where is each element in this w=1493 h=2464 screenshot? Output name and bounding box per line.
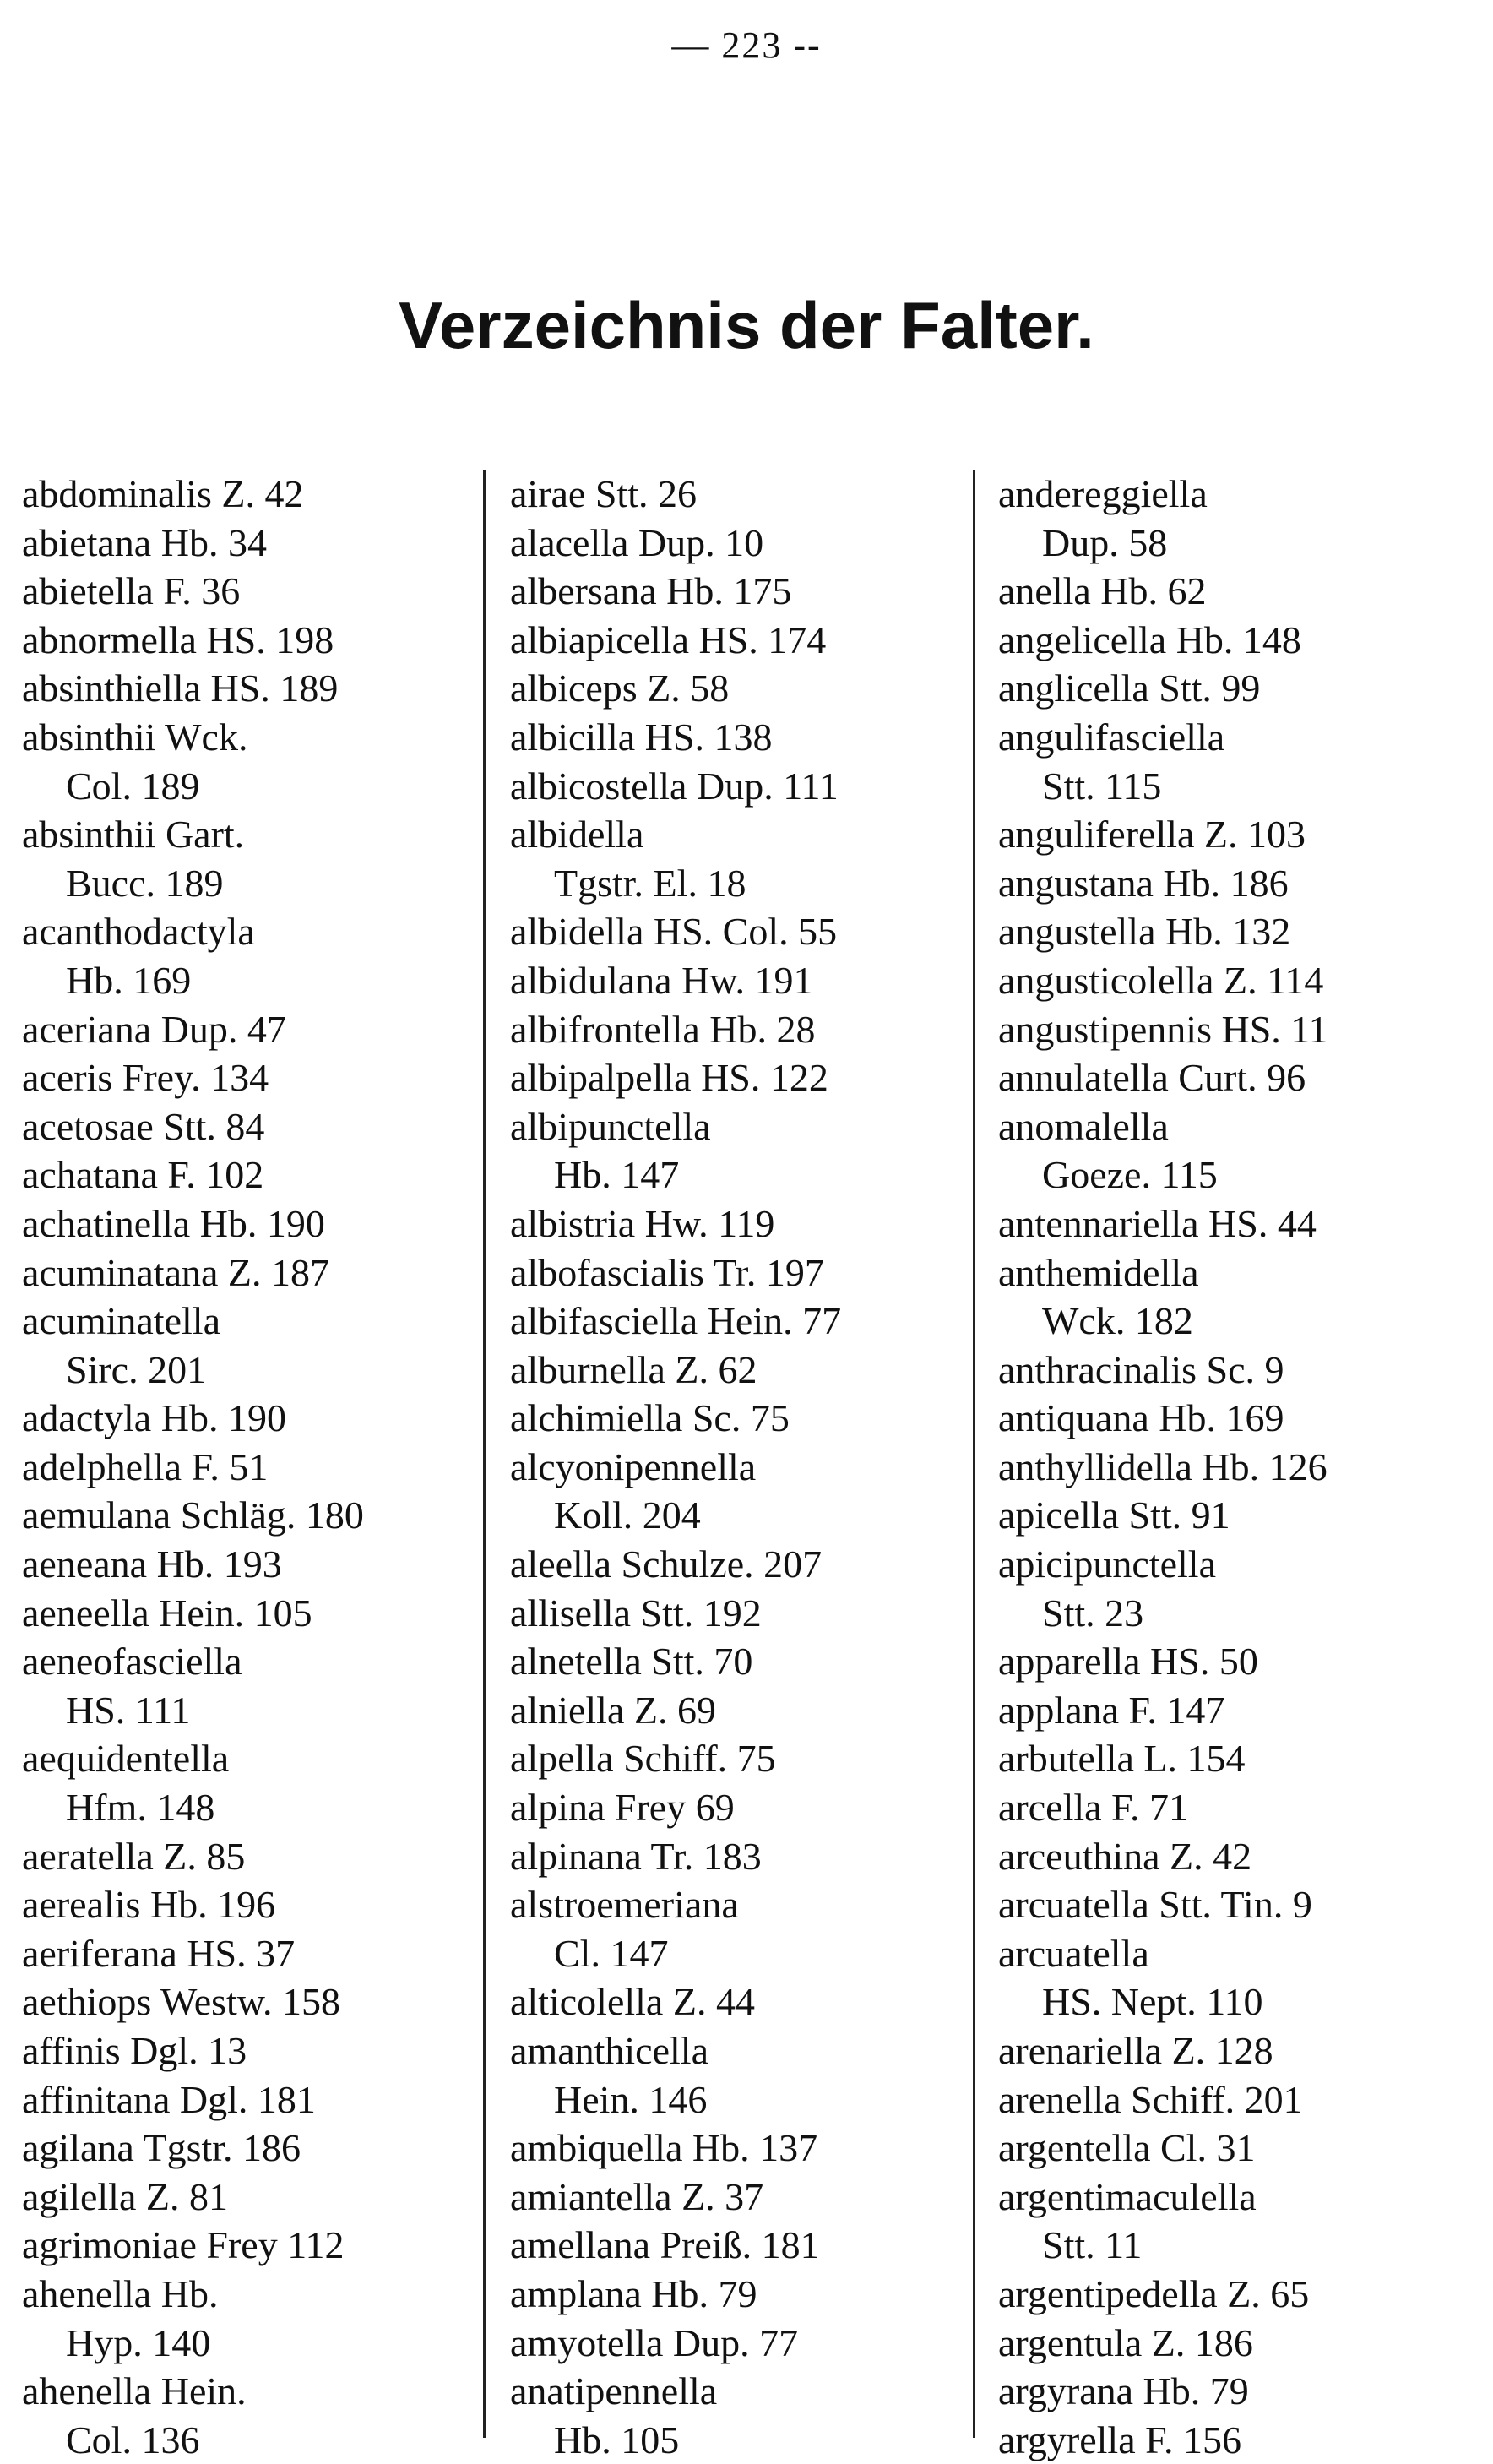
index-entry: agrimoniae Frey 112 [22, 2223, 345, 2267]
index-entry: amellana Preiß. 181 [510, 2223, 820, 2267]
index-entry: antennariella HS. 44 [998, 1201, 1317, 1245]
index-entry: achatana F. 102 [22, 1153, 264, 1197]
index-entry: albipalpella HS. 122 [510, 1056, 828, 1100]
index-entry: argentella Cl. 31 [998, 2126, 1256, 2170]
index-entry: alcyonipennella [510, 1444, 757, 1488]
index-entry: amiantella Z. 37 [510, 2174, 764, 2218]
index-entry: anthemidella [998, 1250, 1199, 1294]
index-entry-continuation: Hfm. 148 [66, 1786, 215, 1830]
index-entry: antiquana Hb. 169 [998, 1396, 1284, 1440]
index-entry: aeriferana HS. 37 [22, 1931, 296, 1975]
index-entry-continuation: HS. 111 [66, 1688, 191, 1732]
index-entry: agilana Tgstr. 186 [22, 2126, 301, 2170]
index-entry: aeneofasciella [22, 1640, 242, 1683]
index-entry: applana F. 147 [998, 1688, 1225, 1732]
index-entry: anglicella Stt. 99 [998, 666, 1261, 710]
index-entry: apicella Stt. 91 [998, 1493, 1230, 1537]
index-entry: aceriana Dup. 47 [22, 1007, 286, 1051]
index-entry: albiapicella HS. 174 [510, 617, 827, 661]
index-entry: albifasciella Hein. 77 [510, 1299, 842, 1343]
index-entry: acuminatana Z. 187 [22, 1250, 330, 1294]
page-number: — 223 -- [671, 24, 822, 66]
index-entry-continuation: Hb. 169 [66, 958, 192, 1002]
index-entry-continuation: Stt. 115 [1042, 764, 1162, 808]
index-entry-continuation: Tgstr. El. 18 [554, 861, 746, 905]
index-entry: aleella Schulze. 207 [510, 1542, 823, 1586]
index-entry: alticolella Z. 44 [510, 1980, 755, 2024]
index-entry-continuation: Hb. 147 [554, 1153, 680, 1197]
index-entry: acanthodactyla [22, 910, 255, 954]
index-entry: argyrella F. 156 [998, 2418, 1242, 2461]
index-entry: arcella F. 71 [998, 1786, 1188, 1830]
index-entry-continuation: Col. 189 [66, 764, 200, 808]
index-entry: argentimaculella [998, 2174, 1257, 2218]
column-divider [483, 470, 486, 2438]
index-entry: abnormella HS. 198 [22, 617, 334, 661]
index-entry: albidella [510, 813, 644, 857]
index-entry-continuation: Hein. 146 [554, 2077, 708, 2121]
index-entry: affinitana Dgl. 181 [22, 2077, 316, 2121]
index-entry: acetosae Stt. 84 [22, 1104, 265, 1148]
index-entry: arenella Schiff. 201 [998, 2077, 1303, 2121]
index-entry: abdominalis Z. 42 [22, 472, 304, 515]
index-entry: amplana Hb. 79 [510, 2271, 757, 2315]
index-entry: alniella Z. 69 [510, 1688, 716, 1732]
index-entry: adelphella F. 51 [22, 1444, 269, 1488]
index-entry: anella Hb. 62 [998, 569, 1207, 613]
index-entry: agilella Z. 81 [22, 2174, 228, 2218]
index-entry: anthyllidella Hb. 126 [998, 1444, 1327, 1488]
index-entry: argyrana Hb. 79 [998, 2369, 1249, 2413]
index-column-2 [510, 470, 966, 2464]
index-entry: arbutella L. 154 [998, 1737, 1246, 1781]
index-entry: amanthicella [510, 2029, 708, 2072]
index-entry: andereggiella [998, 472, 1208, 515]
index-entry: arenariella Z. 128 [998, 2029, 1273, 2072]
index-entry: achatinella Hb. 190 [22, 1201, 325, 1245]
index-entry: angustella Hb. 132 [998, 910, 1291, 954]
index-entry: ambiquella Hb. 137 [510, 2126, 818, 2170]
index-entry: albifrontella Hb. 28 [510, 1007, 816, 1051]
column-divider [973, 470, 975, 2438]
index-entry-continuation: Wck. 182 [1042, 1299, 1193, 1343]
index-entry: anguliferella Z. 103 [998, 813, 1306, 857]
index-entry: anatipennella [510, 2369, 718, 2413]
index-entry: angelicella Hb. 148 [998, 617, 1301, 661]
index-entry: aeneella Hein. 105 [22, 1591, 312, 1635]
index-entry: albicostella Dup. 111 [510, 764, 839, 808]
index-entry-continuation: HS. Nept. 110 [1042, 1980, 1263, 2024]
index-entry: aeratella Z. 85 [22, 1834, 246, 1878]
index-entry: absinthii Wck. [22, 715, 248, 759]
index-entry: apicipunctella [998, 1542, 1216, 1586]
index-entry-continuation: Stt. 11 [1042, 2223, 1143, 2267]
index-entry: aeneana Hb. 193 [22, 1542, 282, 1586]
index-entry: angusticolella Z. 114 [998, 958, 1324, 1002]
page-title: Verzeichnis der Falter. [399, 288, 1094, 362]
index-entry: ahenella Hb. [22, 2271, 219, 2315]
index-entry: apparella HS. 50 [998, 1640, 1258, 1683]
index-entry: adactyla Hb. 190 [22, 1396, 286, 1440]
index-entry-continuation: Cl. 147 [554, 1931, 669, 1975]
index-entry: acuminatella [22, 1299, 220, 1343]
index-entry: allisella Stt. 192 [510, 1591, 762, 1635]
index-entry: arceuthina Z. 42 [998, 1834, 1252, 1878]
index-entry: airae Stt. 26 [510, 472, 697, 515]
index-entry: aethiops Westw. 158 [22, 1980, 341, 2024]
index-entry: albiceps Z. 58 [510, 666, 730, 710]
index-entry: arcuatella [998, 1931, 1149, 1975]
index-entry-continuation: Hb. 105 [554, 2418, 680, 2461]
index-entry-continuation: Hyp. 140 [66, 2320, 211, 2364]
index-entry-continuation: Stt. 23 [1042, 1591, 1144, 1635]
index-entry: argentula Z. 186 [998, 2320, 1253, 2364]
index-entry-continuation: Col. 136 [66, 2418, 200, 2461]
index-entry: arcuatella Stt. Tin. 9 [998, 1883, 1312, 1927]
index-entry: albidella HS. Col. 55 [510, 910, 838, 954]
index-entry: alstroemeriana [510, 1883, 739, 1927]
index-entry: ahenella Hein. [22, 2369, 247, 2413]
index-entry: amyotella Dup. 77 [510, 2320, 799, 2364]
index-entry: alpinana Tr. 183 [510, 1834, 762, 1878]
index-entry: aerealis Hb. 196 [22, 1883, 276, 1927]
index-entry: absinthiella HS. 189 [22, 666, 339, 710]
index-entry: alpina Frey 69 [510, 1786, 735, 1830]
index-entry: annulatella Curt. 96 [998, 1056, 1306, 1100]
index-entry: alnetella Stt. 70 [510, 1640, 753, 1683]
index-column-3 [998, 470, 1471, 2464]
index-entry: affinis Dgl. 13 [22, 2029, 247, 2072]
index-entry: albidulana Hw. 191 [510, 958, 813, 1002]
index-entry: angustipennis HS. 11 [998, 1007, 1328, 1051]
index-entry: anomalella [998, 1104, 1169, 1148]
index-entry-continuation: Goeze. 115 [1042, 1153, 1218, 1197]
index-entry: alchimiella Sc. 75 [510, 1396, 790, 1440]
index-entry: argentipedella Z. 65 [998, 2271, 1310, 2315]
index-entry: aemulana Schläg. 180 [22, 1493, 364, 1537]
index-entry-continuation: Bucc. 189 [66, 861, 224, 905]
index-entry: angulifasciella [998, 715, 1225, 759]
index-entry-continuation: Sirc. 201 [66, 1347, 207, 1391]
index-entry: albicilla HS. 138 [510, 715, 773, 759]
index-entry: albistria Hw. 119 [510, 1201, 775, 1245]
index-entry: aequidentella [22, 1737, 230, 1781]
index-entry: aceris Frey. 134 [22, 1056, 269, 1100]
index-column-1 [22, 470, 478, 2464]
index-entry: abietana Hb. 34 [22, 520, 267, 564]
index-entry: abietella F. 36 [22, 569, 241, 613]
index-entry: albipunctella [510, 1104, 711, 1148]
index-entry: anthracinalis Sc. 9 [998, 1347, 1284, 1391]
index-entry: albersana Hb. 175 [510, 569, 792, 613]
index-entry: absinthii Gart. [22, 813, 245, 857]
index-entry: alburnella Z. 62 [510, 1347, 757, 1391]
index-entry: alpella Schiff. 75 [510, 1737, 776, 1781]
index-entry-continuation: Koll. 204 [554, 1493, 701, 1537]
index-entry-continuation: Dup. 58 [1042, 520, 1168, 564]
index-entry: albofascialis Tr. 197 [510, 1250, 824, 1294]
index-entry: alacella Dup. 10 [510, 520, 764, 564]
index-entry: angustana Hb. 186 [998, 861, 1289, 905]
